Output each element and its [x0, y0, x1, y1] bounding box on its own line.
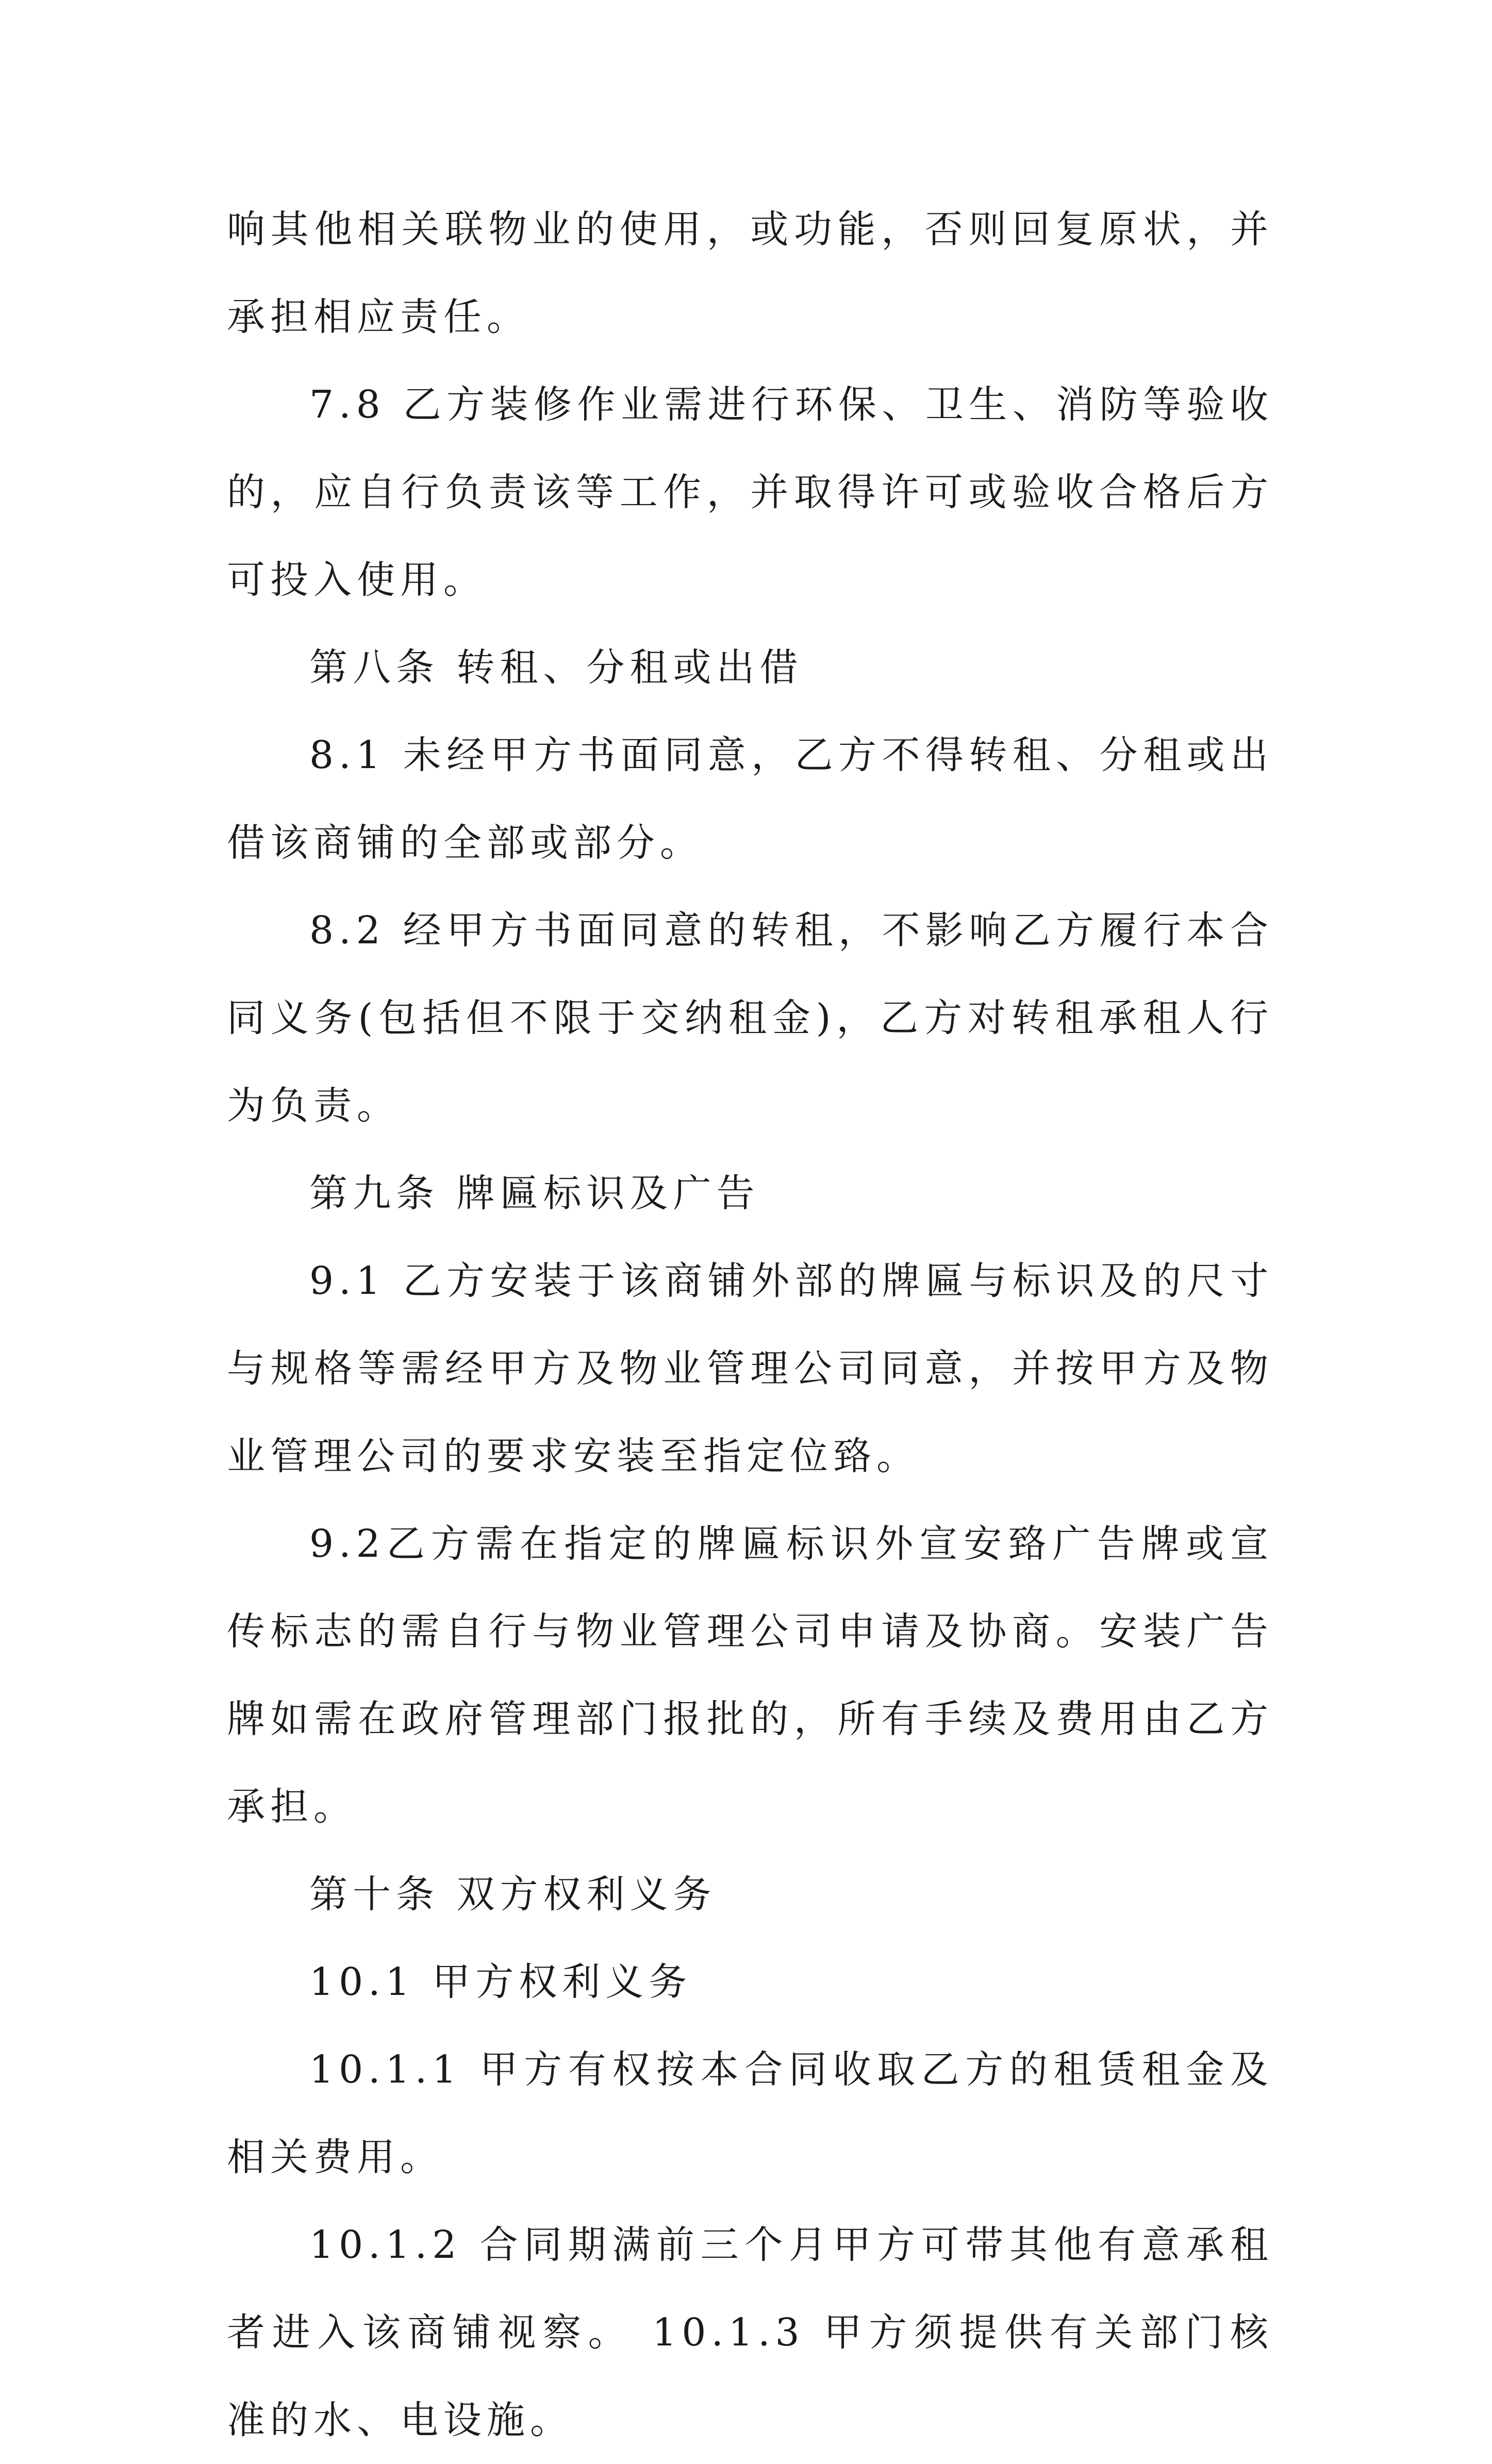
- clause-10-1-2: 10.1.2 合同期满前三个月甲方可带其他有意承租者进入该商铺视察。 10.1.3 甲方须提供有关部门核准的水、电设施。: [227, 2223, 1273, 2442]
- clause-8-2: 8.2 经甲方书面同意的转租，不影响乙方履行本合同义务(包括但不限于交纳租金)，乙方对转租承租人行为负责。: [227, 908, 1273, 1128]
- clause-10-1-heading: 10.1 甲方权利义务: [309, 1960, 692, 2004]
- article-9-heading: 第九条 牌匾标识及广告: [309, 1171, 760, 1216]
- clause-8-1: 8.1 未经甲方书面同意，乙方不得转租、分租或出借该商铺的全部或部分。: [227, 733, 1273, 865]
- article-8-heading: 第八条 转租、分租或出借: [309, 645, 803, 690]
- clause-9-2: 9.2乙方需在指定的牌匾标识外宣安臵广告牌或宣传标志的需自行与物业管理公司申请及协商。安装广告牌如需在政府管理部门报批的，所有手续及费用由乙方承担。: [227, 1522, 1273, 1829]
- clause-9-1: 9.1 乙方安装于该商铺外部的牌匾与标识及的尺寸与规格等需经甲方及物业管理公司同意，并按甲方及物业管理公司的要求安装至指定位臵。: [227, 1259, 1273, 1478]
- paragraph-continuation: 响其他相关联物业的使用，或功能，否则回复原状，并承担相应责任。: [227, 207, 1273, 339]
- article-10-heading: 第十条 双方权利义务: [309, 1872, 717, 1917]
- clause-10-1-1: 10.1.1 甲方有权按本合同收取乙方的租赁租金及相关费用。: [227, 2047, 1273, 2179]
- clause-7-8: 7.8 乙方装修作业需进行环保、卫生、消防等验收的，应自行负责该等工作，并取得许可或验收合格后方可投入使用。: [227, 382, 1273, 602]
- document-body: [227, 186, 1273, 2464]
